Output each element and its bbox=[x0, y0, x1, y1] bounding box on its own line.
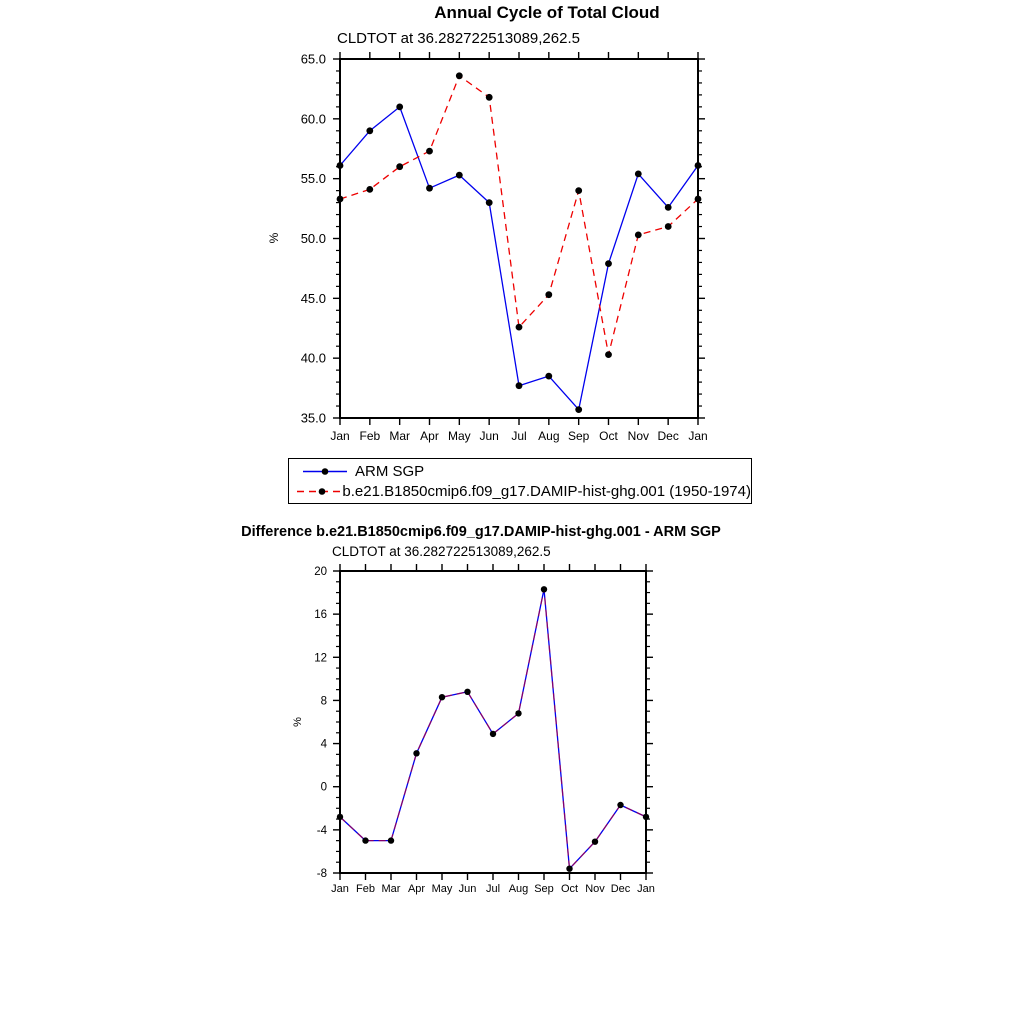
data-point-marker bbox=[337, 196, 344, 203]
x-tick-label: Dec bbox=[610, 883, 631, 895]
legend-marker-dot-icon bbox=[322, 468, 329, 475]
x-tick-label: Feb bbox=[359, 429, 381, 443]
data-point-marker bbox=[396, 104, 403, 111]
y-tick-label: 12 bbox=[314, 652, 327, 665]
data-point-marker bbox=[388, 837, 394, 843]
x-tick-label: Jan bbox=[331, 883, 349, 895]
plot-frame bbox=[340, 59, 698, 418]
x-tick-label: Aug bbox=[538, 429, 560, 443]
chart1-title: Annual Cycle of Total Cloud bbox=[434, 3, 660, 22]
y-axis-major-ticks bbox=[333, 59, 705, 418]
data-point-marker bbox=[362, 837, 368, 843]
data-point-marker bbox=[545, 373, 552, 380]
series-markers-1 bbox=[337, 72, 702, 358]
legend-item-arm-sgp bbox=[295, 461, 751, 481]
y-tick-label: -4 bbox=[316, 824, 327, 837]
y-axis-tick-labels bbox=[314, 566, 327, 880]
legend-item-model bbox=[295, 481, 751, 501]
legend-label-arm-sgp: ARM SGP bbox=[355, 462, 425, 480]
data-point-marker bbox=[486, 94, 493, 101]
data-point-marker bbox=[592, 839, 598, 845]
x-axis-tick-labels bbox=[330, 429, 707, 443]
data-point-marker bbox=[575, 406, 582, 413]
y-tick-label: 50.0 bbox=[300, 231, 326, 247]
y-axis-tick-labels bbox=[301, 52, 326, 426]
data-point-marker bbox=[635, 232, 642, 239]
legend-box bbox=[288, 458, 752, 504]
y-tick-label: 55.0 bbox=[300, 171, 326, 187]
x-tick-label: Apr bbox=[407, 883, 426, 895]
series-line-0 bbox=[340, 589, 646, 868]
data-point-marker bbox=[439, 694, 445, 700]
x-axis-tick-labels bbox=[331, 883, 655, 895]
data-point-marker bbox=[486, 199, 493, 206]
chart1-subtitle: CLDTOT at 36.282722513089,262.5 bbox=[337, 30, 580, 47]
data-point-marker bbox=[516, 382, 523, 389]
x-tick-label: Jul bbox=[511, 429, 527, 443]
legend-sample-solid-line bbox=[295, 465, 353, 478]
data-point-marker bbox=[413, 750, 419, 756]
data-point-marker bbox=[541, 586, 547, 592]
x-tick-label: May bbox=[431, 883, 453, 895]
series-line-0 bbox=[340, 107, 698, 410]
x-tick-label: May bbox=[447, 429, 471, 443]
chart2-title: Difference b.e21.B1850cmip6.f09_g17.DAMIP-hist-ghg.001 - ARM SGP bbox=[241, 524, 721, 540]
legend-sample-dashed-line bbox=[295, 485, 340, 498]
x-tick-label: Jun bbox=[458, 883, 477, 895]
data-point-marker bbox=[516, 324, 523, 331]
data-point-marker bbox=[396, 163, 403, 170]
y-tick-label: 60.0 bbox=[300, 111, 326, 127]
x-tick-label: Sep bbox=[534, 883, 554, 895]
data-point-marker bbox=[366, 186, 373, 193]
data-point-marker bbox=[490, 731, 496, 737]
data-point-marker bbox=[575, 187, 582, 194]
data-point-marker bbox=[665, 204, 672, 211]
x-tick-label: Sep bbox=[567, 429, 590, 443]
x-tick-label: Mar bbox=[389, 429, 411, 443]
data-point-marker bbox=[566, 866, 572, 872]
data-point-marker bbox=[635, 171, 642, 178]
data-point-marker bbox=[337, 814, 343, 820]
legend-label-model: b.e21.B1850cmip6.f09_g17.DAMIP-hist-ghg.001 (1950-1974) bbox=[342, 482, 751, 500]
x-tick-label: Jan bbox=[330, 429, 350, 443]
x-tick-label: Jan bbox=[688, 429, 708, 443]
x-tick-label: Jan bbox=[637, 883, 655, 895]
y-axis-label: % bbox=[267, 232, 281, 244]
annual-cycle-chart bbox=[267, 52, 708, 443]
series-markers-0 bbox=[337, 104, 702, 414]
x-tick-label: Feb bbox=[356, 883, 375, 895]
x-tick-label: Apr bbox=[420, 429, 439, 443]
x-tick-label: Mar bbox=[381, 883, 401, 895]
data-point-marker bbox=[366, 127, 373, 134]
x-tick-label: Dec bbox=[657, 429, 679, 443]
x-tick-label: Aug bbox=[508, 883, 529, 895]
series-markers-0 bbox=[337, 586, 649, 872]
data-point-marker bbox=[695, 196, 702, 203]
x-tick-label: Jun bbox=[479, 429, 499, 443]
data-point-marker bbox=[426, 185, 433, 192]
data-point-marker bbox=[643, 814, 649, 820]
data-point-marker bbox=[515, 710, 521, 716]
y-tick-label: 65.0 bbox=[300, 51, 326, 67]
y-tick-label: 40.0 bbox=[300, 350, 326, 366]
data-point-marker bbox=[337, 162, 344, 169]
data-point-marker bbox=[605, 351, 612, 358]
x-tick-label: Nov bbox=[627, 429, 650, 443]
data-point-marker bbox=[456, 172, 463, 179]
data-point-marker bbox=[464, 689, 470, 695]
y-tick-label: 20 bbox=[314, 566, 327, 579]
y-axis-minor-ticks bbox=[336, 582, 650, 862]
y-tick-label: 16 bbox=[314, 609, 327, 622]
x-tick-label: Nov bbox=[585, 883, 605, 895]
data-point-marker bbox=[665, 223, 672, 230]
chart2-subtitle: CLDTOT at 36.282722513089,262.5 bbox=[332, 544, 551, 559]
data-point-marker bbox=[695, 162, 702, 169]
plot-frame bbox=[340, 571, 646, 873]
series-line-1 bbox=[340, 76, 698, 355]
y-axis-label: % bbox=[292, 717, 304, 727]
y-tick-label: 35.0 bbox=[300, 410, 326, 426]
difference-chart bbox=[292, 564, 655, 895]
legend-marker-dot-icon bbox=[319, 488, 326, 495]
x-axis-ticks bbox=[340, 564, 646, 880]
data-point-marker bbox=[426, 148, 433, 155]
data-point-marker bbox=[545, 291, 552, 298]
y-tick-label: 4 bbox=[320, 738, 327, 751]
y-tick-label: 0 bbox=[320, 781, 327, 794]
data-point-marker bbox=[605, 260, 612, 267]
x-tick-label: Jul bbox=[485, 883, 501, 895]
y-tick-label: 45.0 bbox=[300, 290, 326, 306]
series-overlay-line-0 bbox=[340, 589, 646, 868]
y-tick-label: -8 bbox=[316, 868, 327, 881]
y-axis-minor-ticks bbox=[336, 71, 702, 406]
x-axis-ticks bbox=[340, 52, 698, 425]
data-point-marker bbox=[617, 802, 623, 808]
x-tick-label: Oct bbox=[599, 429, 618, 443]
data-point-marker bbox=[456, 72, 463, 79]
y-tick-label: 8 bbox=[320, 695, 327, 708]
x-tick-label: Oct bbox=[560, 883, 579, 895]
